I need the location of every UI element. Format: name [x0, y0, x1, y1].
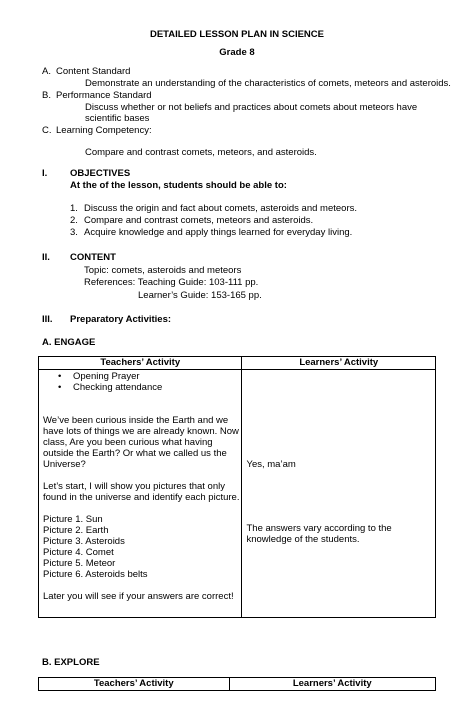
engage-heading: A. ENGAGE	[42, 337, 96, 348]
engage-paragraph-line: have lots of things we are already known. Now	[43, 426, 239, 437]
engage-paragraph-line: Let’s start, I will show you pictures that only	[43, 481, 225, 492]
learning-competency-text: Compare and contrast comets, meteors, and asteroids.	[85, 147, 317, 158]
standard-letter: A.	[42, 66, 51, 77]
engage-picture-item: Picture 2. Earth	[43, 525, 109, 536]
explore-table	[38, 677, 436, 691]
preparatory-heading: Preparatory Activities:	[70, 314, 172, 325]
explore-learner-column-header: Learners’ Activity	[229, 678, 435, 691]
performance-standard-text: Discuss whether or not beliefs and practices about comets about meteors have	[85, 102, 418, 113]
engage-closing-line: Later you will see if your answers are correct!	[43, 591, 234, 602]
objective-number: 1.	[70, 203, 78, 214]
performance-standard-text: scientific bases	[85, 113, 150, 124]
content-learners-guide: Learner’s Guide: 153-165 pp.	[138, 290, 262, 301]
objective-item: Compare and contrast comets, meteors and asteroids.	[84, 215, 314, 226]
engage-picture-item: Picture 4. Comet	[43, 547, 114, 558]
objective-item: Acquire knowledge and apply things learned for everyday living.	[84, 227, 353, 238]
objectives-numeral: I.	[42, 168, 48, 179]
engage-picture-item: Picture 3. Asteroids	[43, 536, 125, 547]
content-numeral: II.	[42, 252, 50, 263]
engage-bullet-item: • Checking attendance	[73, 382, 162, 393]
objectives-intro: At the of the lesson, students should be able to:	[70, 180, 287, 191]
learner-reply: Yes, ma’am	[246, 459, 296, 470]
learner-reply: knowledge of the students.	[246, 534, 360, 545]
content-references: References: Teaching Guide: 103-111 pp.	[84, 277, 259, 288]
objectives-heading: OBJECTIVES	[70, 168, 131, 179]
engage-learner-column-header: Learners’ Activity	[242, 357, 436, 370]
performance-standard-label: Performance Standard	[56, 90, 152, 101]
engage-paragraph-line: We’ve been curious inside the Earth and we	[43, 415, 229, 426]
engage-learner-cell	[242, 370, 436, 618]
standard-letter: C.	[42, 125, 52, 136]
content-standard-text: Demonstrate an understanding of the characteristics of comets, meteors and asteroids.	[85, 78, 451, 89]
engage-paragraph-line: found in the universe and identify each picture.	[43, 492, 240, 503]
content-standard-label: Content Standard	[56, 66, 131, 77]
grade-label: Grade 8	[219, 47, 255, 58]
engage-paragraph-line: Universe?	[43, 459, 86, 470]
content-heading: CONTENT	[70, 252, 116, 263]
learner-reply: The answers vary according to the	[246, 523, 392, 534]
standard-letter: B.	[42, 90, 51, 101]
engage-bullet-item: • Opening Prayer	[73, 371, 140, 382]
explore-teacher-column-header: Teachers’ Activity	[39, 678, 230, 691]
objective-item: Discuss the origin and fact about comets, asteroids and meteors.	[84, 203, 357, 214]
engage-paragraph-line: outside the Earth? Or what we called us the	[43, 448, 227, 459]
engage-teacher-column-header: Teachers’ Activity	[39, 357, 242, 370]
engage-table	[38, 356, 436, 618]
objective-number: 2.	[70, 215, 78, 226]
engage-picture-item: Picture 6. Asteroids belts	[43, 569, 148, 580]
engage-teacher-cell	[39, 370, 242, 618]
document-title: DETAILED LESSON PLAN IN SCIENCE	[149, 29, 324, 40]
objective-number: 3.	[70, 227, 78, 238]
engage-paragraph-line: class, Are you been curious what having	[43, 437, 213, 448]
preparatory-numeral: III.	[42, 314, 53, 325]
engage-picture-item: Picture 5. Meteor	[43, 558, 116, 569]
learning-competency-label: Learning Competency:	[56, 125, 152, 136]
explore-heading: B. EXPLORE	[42, 657, 100, 668]
content-topic: Topic: comets, asteroids and meteors	[84, 265, 242, 276]
engage-picture-item: Picture 1. Sun	[43, 514, 103, 525]
